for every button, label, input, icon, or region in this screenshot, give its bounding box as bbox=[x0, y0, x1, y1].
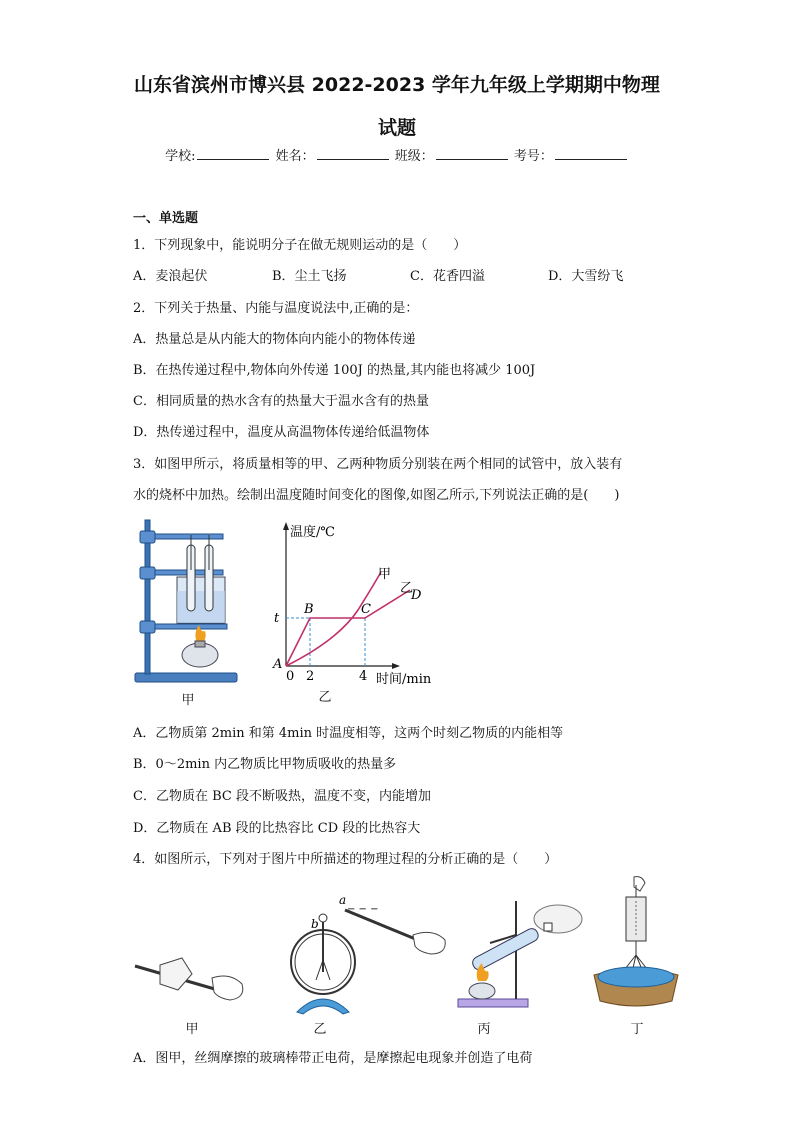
hand bbox=[212, 976, 243, 1000]
q2-option-d[interactable]: D．热传递过程中，温度从高温物体传递给低温物体 bbox=[133, 425, 430, 440]
q1-option-a[interactable]: A．麦浪起伏 bbox=[133, 269, 208, 284]
q1-option-d[interactable]: D．大雪纷飞 bbox=[548, 269, 624, 284]
q4-caption-yi: 乙 bbox=[313, 1022, 327, 1037]
q3-stem-line-1: 3．如图甲所示，将质量相等的甲、乙两种物质分别装在两个相同的试管中，放入装有 bbox=[133, 457, 623, 472]
q1-option-c[interactable]: C．花香四溢 bbox=[410, 269, 485, 284]
curve-yi-label: 乙 bbox=[400, 581, 414, 596]
beaker-water bbox=[177, 591, 225, 623]
school-label: 学校: bbox=[165, 149, 196, 164]
t-label: t bbox=[274, 611, 280, 626]
q3-option-a[interactable]: A．乙物质第 2min 和第 4min 时温度相等，这两个时刻乙物质的内能相等 bbox=[133, 726, 564, 741]
point-b-label: B bbox=[304, 602, 314, 617]
electroscope-base bbox=[297, 999, 349, 1014]
point-d-label: D bbox=[411, 588, 422, 603]
title-line-1: 山东省滨州市博兴县 2022-2023 学年九年级上学期期中物理 bbox=[134, 74, 660, 96]
student-info-line bbox=[0, 145, 794, 164]
lamp bbox=[469, 983, 495, 999]
name-blank[interactable] bbox=[317, 147, 389, 160]
q1-option-b[interactable]: B．尘土飞扬 bbox=[272, 269, 347, 284]
minus-signs: − − − bbox=[347, 904, 379, 915]
spring-scale-water-figure bbox=[590, 875, 685, 1020]
electroscope-figure bbox=[285, 890, 450, 1020]
q3-option-b[interactable]: B．0～2min 内乙物质比甲物质吸收的热量多 bbox=[133, 757, 397, 772]
temperature-time-graph bbox=[268, 520, 448, 690]
name-label: 姓名： bbox=[275, 149, 315, 164]
section-heading: 一、单选题 bbox=[133, 211, 199, 226]
q4-stem: 4．如图所示，下列对于图片中所描述的物理过程的分析正确的是（ ） bbox=[133, 852, 558, 867]
q4-caption-bing: 丙 bbox=[477, 1022, 491, 1037]
silk-cloth bbox=[160, 958, 192, 990]
point-c-label: C bbox=[361, 602, 371, 617]
q2-option-b[interactable]: B．在热传递过程中,物体向外传递 100J 的热量,其内能也将减少 100J bbox=[133, 363, 536, 378]
number-blank[interactable] bbox=[555, 147, 627, 160]
q4-caption-jia: 甲 bbox=[185, 1022, 199, 1037]
curve-jia bbox=[286, 572, 381, 666]
origin-label: 0 bbox=[286, 669, 295, 684]
y-axis-label: 温度/℃ bbox=[290, 525, 335, 540]
label-b: b bbox=[311, 917, 319, 931]
electroscope-ball bbox=[319, 914, 327, 922]
title-line-2: 试题 bbox=[377, 117, 416, 139]
q1-stem: 1．下列现象中，能说明分子在做无规则运动的是（ ） bbox=[133, 238, 467, 253]
heating-apparatus-figure bbox=[133, 515, 243, 690]
class-blank[interactable] bbox=[436, 147, 508, 160]
label-a: a bbox=[339, 893, 347, 907]
q4-option-a[interactable]: A．图甲，丝绸摩擦的玻璃棒带正电荷，是摩擦起电现象并创造了电荷 bbox=[133, 1051, 533, 1066]
q3-option-c[interactable]: C．乙物质在 BC 段不断吸热，温度不变，内能增加 bbox=[133, 789, 431, 804]
point-a-label: A bbox=[273, 657, 283, 672]
steam-cloud bbox=[534, 905, 582, 933]
cork bbox=[544, 923, 552, 931]
x-tick-2: 2 bbox=[306, 669, 315, 684]
q2-stem: 2．下列关于热量、内能与温度说法中,正确的是： bbox=[133, 301, 419, 316]
figure-caption-yi: 乙 bbox=[318, 690, 332, 705]
figure-caption-jia: 甲 bbox=[181, 693, 195, 708]
class-label: 班级： bbox=[394, 149, 434, 164]
number-label: 考号： bbox=[513, 149, 553, 164]
x-axis-label: 时间/min bbox=[376, 672, 432, 687]
curve-jia-label: 甲 bbox=[378, 567, 392, 582]
q4-caption-ding: 丁 bbox=[630, 1022, 644, 1037]
q3-stem-line-2: 水的烧杯中加热。绘制出温度随时间变化的图像,如图乙所示,下列说法正确的是( ) bbox=[133, 488, 620, 503]
silk-rubbing-rod-figure bbox=[130, 940, 255, 1020]
q2-option-c[interactable]: C．相同质量的热水含有的热量大于温水含有的热量 bbox=[133, 394, 429, 409]
lab-stand-base bbox=[458, 999, 528, 1007]
q3-option-d[interactable]: D．乙物质在 AB 段的比热容比 CD 段的比热容大 bbox=[133, 821, 421, 836]
water-surface bbox=[598, 967, 674, 987]
hand-with-rod bbox=[413, 932, 445, 954]
steam-test-tube-figure bbox=[450, 895, 585, 1020]
school-blank[interactable] bbox=[197, 147, 269, 160]
x-tick-4: 4 bbox=[359, 669, 368, 684]
q2-option-a[interactable]: A．热量总是从内能大的物体向内能小的物体传递 bbox=[133, 332, 416, 347]
